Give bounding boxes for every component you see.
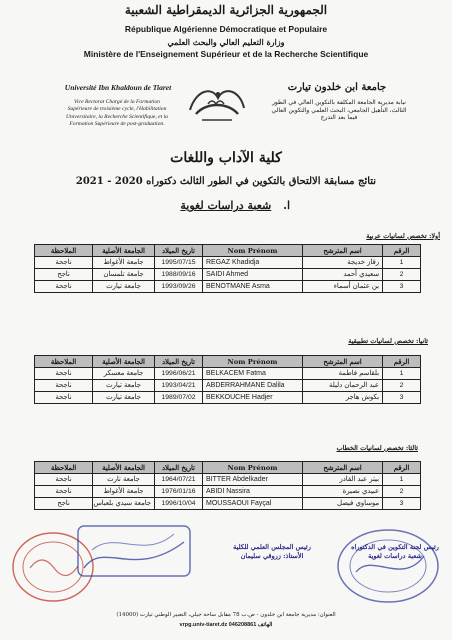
note-cell: ناجحة bbox=[35, 257, 93, 269]
table-row bbox=[35, 486, 421, 498]
dean-stamp bbox=[74, 520, 194, 590]
birth-cell: 1993/04/21 bbox=[155, 380, 203, 392]
col-birth: تاريخ الميلاد bbox=[155, 245, 203, 257]
university-name-fr: Université Ibn Khaldoun de Tiaret bbox=[64, 83, 172, 92]
republic-title-fr: République Algérienne Démocratique et Populaire bbox=[124, 24, 328, 34]
results-title: نتائج مسابقة الالتحاق بالتكوين في الطور الثالث دكتوراه 2020 - 2021 bbox=[75, 176, 377, 187]
name-ar-cell: موساوي فيصل bbox=[303, 498, 383, 510]
col-note: الملاحظة bbox=[35, 245, 93, 257]
note-cell: ناجحة bbox=[35, 474, 93, 486]
name-fr-cell: BENOTMANE Asma bbox=[203, 281, 303, 293]
vice-rectorate-fr-line: Supérieure de troisième cycle, l'Habilitation bbox=[67, 106, 167, 113]
table-header-row bbox=[35, 462, 421, 474]
rank-cell: 2 bbox=[383, 380, 421, 392]
name-fr-cell: BELKACEM Fatma bbox=[203, 368, 303, 380]
table-header-row bbox=[35, 245, 421, 257]
table-row bbox=[35, 281, 421, 293]
dean-signature-block bbox=[212, 543, 332, 561]
footer-address: العنوان: مديرية جامعة ابن خلدون - ص.ب 78 مقابل ساحة جيلي، التعبير الوطني تيارت (14000) bbox=[116, 612, 336, 618]
col-origin: الجامعة الأصلية bbox=[93, 245, 155, 257]
rank-cell: 2 bbox=[383, 269, 421, 281]
note-cell: ناجح bbox=[35, 498, 93, 510]
committee-stamp bbox=[332, 526, 444, 606]
col-rank: الرقم bbox=[383, 356, 421, 368]
table-row bbox=[35, 392, 421, 404]
table-row bbox=[35, 380, 421, 392]
university-logo bbox=[182, 80, 252, 126]
rank-cell: 3 bbox=[383, 498, 421, 510]
vice-rectorate-fr bbox=[48, 99, 186, 128]
vice-rectorate-ar-line: الثالث، التأهيل الجامعي، البحث العلمي والتكوين العالي bbox=[271, 106, 407, 114]
results-table bbox=[34, 244, 421, 293]
branch-heading bbox=[150, 199, 290, 212]
committee-title: رئيس لجنة التكوين في الدكتوراه bbox=[351, 543, 439, 551]
note-cell: ناجحة bbox=[35, 380, 93, 392]
note-cell: ناجحة bbox=[35, 392, 93, 404]
origin-cell: جامعة تيارت bbox=[93, 380, 155, 392]
vice-rectorate-fr-line: Formation Supérieure de post-graduation. bbox=[69, 120, 165, 127]
table-row bbox=[35, 474, 421, 486]
table-row bbox=[35, 368, 421, 380]
note-cell: ناجح bbox=[35, 269, 93, 281]
col-name-ar: اسم المترشح bbox=[303, 462, 383, 474]
name-fr-cell: ABDERRAHMANE Dalila bbox=[203, 380, 303, 392]
name-ar-cell: عبد الرحمان دليلة bbox=[303, 380, 383, 392]
footer-contact: vrpg.univ-tiaret.dz الهاتف 046208861 bbox=[179, 622, 273, 628]
table-row bbox=[35, 257, 421, 269]
origin-cell: جامعة تيارت bbox=[93, 281, 155, 293]
col-birth: تاريخ الميلاد bbox=[155, 462, 203, 474]
col-name-ar: اسم المترشح bbox=[303, 245, 383, 257]
rank-cell: 1 bbox=[383, 368, 421, 380]
name-fr-cell: MOUSSAOUI Fayçal bbox=[203, 498, 303, 510]
name-fr-cell: SAIDI Ahmed bbox=[203, 269, 303, 281]
university-name-ar: جامعة ابن خلدون تيارت bbox=[287, 82, 387, 93]
name-fr-cell: BITTER Abdelkader bbox=[203, 474, 303, 486]
origin-cell: جامعة تلمسان bbox=[93, 269, 155, 281]
col-name-fr: Nom Prénom bbox=[203, 462, 303, 474]
birth-cell: 1993/09/26 bbox=[155, 281, 203, 293]
origin-cell: جامعة الأغواط bbox=[93, 486, 155, 498]
birth-cell: 1995/07/15 bbox=[155, 257, 203, 269]
results-table bbox=[34, 461, 421, 510]
name-ar-cell: بيتر عبد القادر bbox=[303, 474, 383, 486]
name-ar-cell: سعيدي أحمد bbox=[303, 269, 383, 281]
birth-cell: 1976/01/16 bbox=[155, 486, 203, 498]
name-ar-cell: رقاز خديجة bbox=[303, 257, 383, 269]
rank-cell: 3 bbox=[383, 281, 421, 293]
committee-branch: شعبة دراسات لغوية bbox=[368, 552, 422, 560]
section-heading: ثالثا: تخصص لسانيات الخطاب bbox=[336, 444, 418, 452]
birth-cell: 1964/07/21 bbox=[155, 474, 203, 486]
col-origin: الجامعة الأصلية bbox=[93, 462, 155, 474]
dean-name: الأستاذ: زروقي سليمان bbox=[240, 552, 304, 560]
note-cell: ناجحة bbox=[35, 281, 93, 293]
vice-rectorate-fr-line: Universitaire, la Recherche Scientifique, et la bbox=[66, 113, 168, 120]
table-header-row bbox=[35, 356, 421, 368]
col-birth: تاريخ الميلاد bbox=[155, 356, 203, 368]
name-fr-cell: REGAZ Khadidja bbox=[203, 257, 303, 269]
col-note: الملاحظة bbox=[35, 356, 93, 368]
name-ar-cell: عبيدي نصيرة bbox=[303, 486, 383, 498]
section-heading: ثانيا: تخصص لسانيات تطبيقية bbox=[348, 337, 428, 345]
birth-cell: 1996/06/21 bbox=[155, 368, 203, 380]
origin-cell: جامعة معسكر bbox=[93, 368, 155, 380]
ministry-title-fr: Ministère de l'Enseignement Supérieur et de la Recherche Scientifique bbox=[83, 49, 369, 59]
vice-rectorate-ar-line: نيابة مديرية الجامعة المكلفة بالتكوين العالي في الطور bbox=[272, 99, 406, 106]
rank-cell: 1 bbox=[383, 257, 421, 269]
col-note: الملاحظة bbox=[35, 462, 93, 474]
vice-rectorate-ar-line: فيما بعد التدرج bbox=[320, 114, 358, 121]
branch-number: ا. bbox=[283, 199, 290, 212]
name-ar-cell: بلقاسم فاطمة bbox=[303, 368, 383, 380]
vice-rectorate-fr-line: Vice Rectorat Chargé de la Formation bbox=[74, 99, 160, 105]
table-row bbox=[35, 498, 421, 510]
results-table bbox=[34, 355, 421, 404]
committee-signature-block bbox=[345, 543, 445, 561]
col-name-fr: Nom Prénom bbox=[203, 245, 303, 257]
section-heading: أولا: تخصص لسانيات عربية bbox=[366, 232, 440, 240]
birth-cell: 1989/07/02 bbox=[155, 392, 203, 404]
col-origin: الجامعة الأصلية bbox=[93, 356, 155, 368]
birth-cell: 1988/09/16 bbox=[155, 269, 203, 281]
rank-cell: 1 bbox=[383, 474, 421, 486]
birth-cell: 1996/10/04 bbox=[155, 498, 203, 510]
origin-cell: جامعة الأغواط bbox=[93, 257, 155, 269]
vice-rectorate-ar bbox=[254, 99, 424, 122]
origin-cell: جامعة سيدي بلعباس bbox=[93, 498, 155, 510]
rank-cell: 3 bbox=[383, 392, 421, 404]
name-fr-cell: BEKKOUCHE Hadjer bbox=[203, 392, 303, 404]
republic-title-ar: الجمهورية الجزائرية الديمقراطية الشعبية bbox=[124, 3, 328, 17]
faculty-title: كلية الآداب واللغات bbox=[170, 150, 282, 166]
col-rank: الرقم bbox=[383, 245, 421, 257]
name-ar-cell: بن عثمان أسماء bbox=[303, 281, 383, 293]
rank-cell: 2 bbox=[383, 486, 421, 498]
table-row bbox=[35, 269, 421, 281]
dean-title: رئيس المجلس العلمي للكلية bbox=[233, 543, 311, 551]
col-name-ar: اسم المترشح bbox=[303, 356, 383, 368]
col-rank: الرقم bbox=[383, 462, 421, 474]
name-ar-cell: بكوش هاجر bbox=[303, 392, 383, 404]
origin-cell: جامعة تارت bbox=[93, 474, 155, 486]
note-cell: ناجحة bbox=[35, 368, 93, 380]
branch-name: شعبة دراسات لغوية bbox=[180, 199, 272, 212]
ministry-title-ar: وزارة التعليم العالي والبحث العلمي bbox=[167, 37, 285, 47]
origin-cell: جامعة تيارت bbox=[93, 392, 155, 404]
note-cell: ناجحة bbox=[35, 486, 93, 498]
col-name-fr: Nom Prénom bbox=[203, 356, 303, 368]
name-fr-cell: ABIDI Nassira bbox=[203, 486, 303, 498]
